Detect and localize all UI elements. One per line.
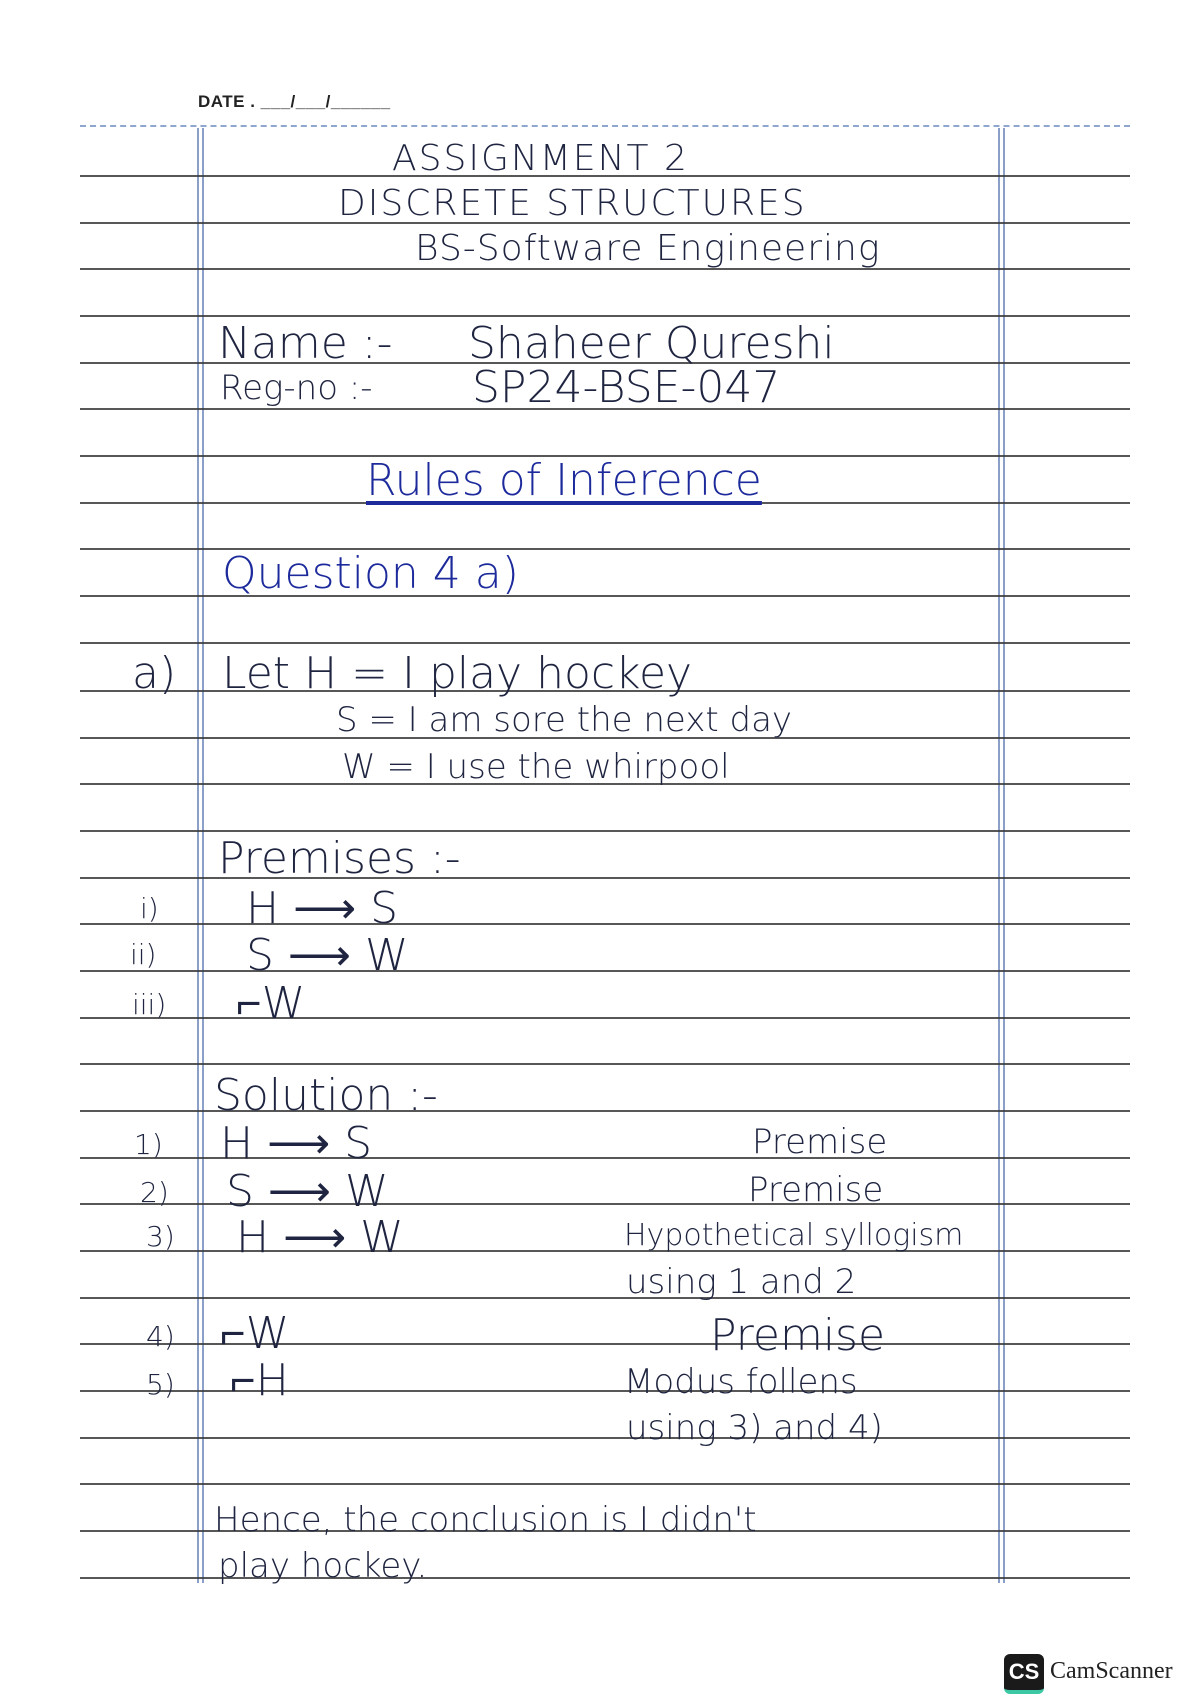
- right-margin-line-inner: [1003, 128, 1005, 1583]
- step-reason-2: Premise: [748, 1170, 884, 1210]
- definition-w: W = I use the whirpool: [342, 747, 730, 787]
- premise-num-3: iii): [132, 988, 167, 1021]
- premise-num-2: ii): [130, 938, 157, 971]
- ruled-line: [80, 1063, 1130, 1065]
- step-num-1: 1): [134, 1128, 163, 1161]
- question-heading: Question 4 a): [222, 548, 519, 599]
- camscanner-watermark: CamScanner: [1050, 1658, 1173, 1684]
- name-label: Name :-: [218, 318, 393, 369]
- course-title: DISCRETE STRUCTURES: [338, 183, 807, 224]
- ruled-line: [80, 1483, 1130, 1485]
- date-field: DATE . ___/___/______: [198, 92, 391, 111]
- conclusion-line-1: Hence, the conclusion is I didn't: [214, 1500, 757, 1540]
- top-border-line: [80, 125, 1130, 127]
- step-expr-2: S ⟶ W: [226, 1166, 389, 1217]
- step-reason-3: Hypothetical syllogism: [624, 1218, 964, 1253]
- step-num-5: 5): [146, 1368, 175, 1401]
- left-margin-line: [197, 128, 199, 1583]
- ruled-line: [80, 642, 1130, 644]
- right-margin-line: [998, 128, 1000, 1583]
- step-num-3: 3): [146, 1220, 175, 1253]
- ruled-line: [80, 923, 1130, 925]
- reg-label: Reg-no :-: [220, 368, 373, 408]
- step-reason-4: Premise: [710, 1310, 886, 1361]
- conclusion-line-2: play hockey.: [218, 1546, 428, 1586]
- premise-num-1: i): [140, 892, 159, 925]
- step-expr-1: H ⟶ S: [220, 1118, 373, 1169]
- name-value: Shaheer Qureshi: [468, 318, 835, 369]
- camscanner-logo-icon: CS: [1004, 1654, 1044, 1694]
- premise-expr-2: S ⟶ W: [246, 930, 409, 981]
- premise-expr-3: ⌐W: [236, 978, 306, 1029]
- left-margin-line-inner: [202, 128, 204, 1583]
- ruled-line: [80, 970, 1130, 972]
- assignment-title: ASSIGNMENT 2: [392, 138, 689, 179]
- ruled-line: [80, 1297, 1130, 1299]
- topic-heading: Rules of Inference: [366, 455, 762, 506]
- step-expr-5: ⌐H: [230, 1355, 289, 1406]
- step-reason-1: Premise: [752, 1122, 888, 1162]
- part-marker: a): [132, 648, 177, 699]
- step-reason2-3: using 1 and 2: [626, 1262, 857, 1302]
- reg-value: SP24-BSE-047: [472, 362, 781, 413]
- step-reason2-5: using 3) and 4): [626, 1408, 883, 1448]
- program-title: BS-Software Engineering: [415, 228, 881, 269]
- step-reason-5: Modus follens: [624, 1362, 858, 1402]
- premises-heading: Premises :-: [218, 833, 461, 884]
- ruled-line: [80, 1437, 1130, 1439]
- premise-expr-1: H ⟶ S: [246, 883, 399, 934]
- ruled-line: [80, 315, 1130, 317]
- definition-s: S = I am sore the next day: [336, 700, 793, 740]
- definition-h: Let H = I play hockey: [222, 648, 693, 699]
- step-expr-3: H ⟶ W: [236, 1212, 404, 1263]
- ruled-line: [80, 830, 1130, 832]
- step-expr-4: ⌐W: [220, 1308, 290, 1359]
- step-num-2: 2): [140, 1176, 169, 1209]
- step-num-4: 4): [146, 1320, 175, 1353]
- solution-heading: Solution :-: [214, 1070, 438, 1121]
